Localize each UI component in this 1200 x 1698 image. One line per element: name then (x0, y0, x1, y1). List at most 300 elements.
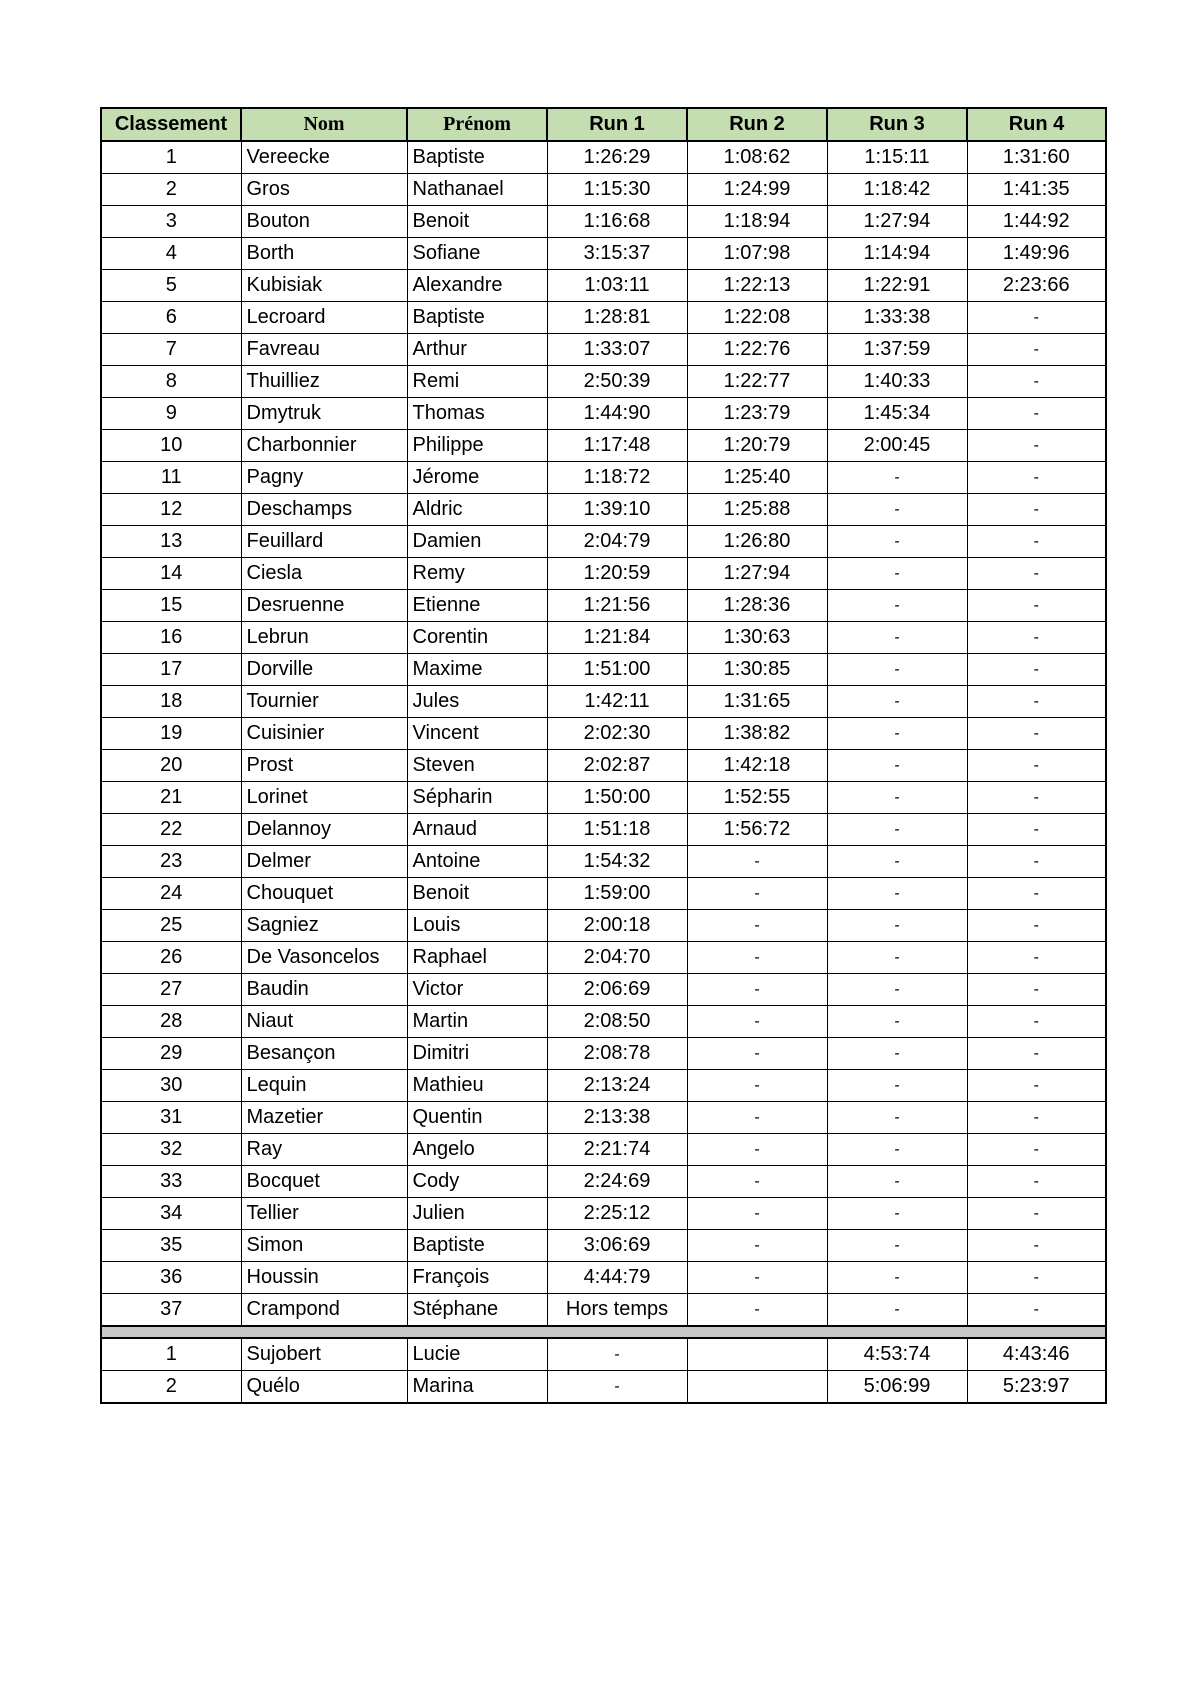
cell-nom: Houssin (241, 1262, 407, 1294)
cell-rank: 11 (101, 462, 241, 494)
table-row (101, 526, 1106, 558)
cell-rank: 37 (101, 1294, 241, 1327)
cell-nom: Besançon (241, 1038, 407, 1070)
cell-run-2: - (687, 1038, 827, 1070)
cell-run-4: - (967, 430, 1106, 462)
cell-prenom: Arthur (407, 334, 547, 366)
header-nom: Nom (241, 108, 407, 141)
cell-nom: Sujobert (241, 1338, 407, 1371)
cell-prenom: Victor (407, 974, 547, 1006)
cell-run-3: - (827, 654, 967, 686)
cell-run-1: 2:04:70 (547, 942, 687, 974)
cell-run-3: - (827, 942, 967, 974)
cell-nom: Chouquet (241, 878, 407, 910)
table-row (101, 206, 1106, 238)
cell-run-1: 2:50:39 (547, 366, 687, 398)
cell-run-1: 4:44:79 (547, 1262, 687, 1294)
cell-run-1: 1:15:30 (547, 174, 687, 206)
cell-run-4: 1:41:35 (967, 174, 1106, 206)
cell-run-2: 1:24:99 (687, 174, 827, 206)
cell-run-4: - (967, 366, 1106, 398)
cell-run-3: - (827, 1198, 967, 1230)
cell-run-3: - (827, 750, 967, 782)
cell-rank: 29 (101, 1038, 241, 1070)
cell-nom: Tournier (241, 686, 407, 718)
cell-run-3: - (827, 1070, 967, 1102)
cell-run-2: 1:25:40 (687, 462, 827, 494)
cell-run-2: 1:20:79 (687, 430, 827, 462)
cell-prenom: Vincent (407, 718, 547, 750)
cell-run-2: 1:22:08 (687, 302, 827, 334)
cell-run-2: - (687, 1166, 827, 1198)
table-row (101, 238, 1106, 270)
cell-run-4: 4:43:46 (967, 1338, 1106, 1371)
cell-run-1: 1:59:00 (547, 878, 687, 910)
cell-prenom: Quentin (407, 1102, 547, 1134)
cell-prenom: Steven (407, 750, 547, 782)
cell-nom: Gros (241, 174, 407, 206)
cell-prenom: Aldric (407, 494, 547, 526)
cell-run-3: - (827, 974, 967, 1006)
cell-prenom: Nathanael (407, 174, 547, 206)
women-results (101, 1338, 1106, 1403)
cell-run-2: 1:08:62 (687, 141, 827, 174)
cell-rank: 28 (101, 1006, 241, 1038)
cell-run-3: - (827, 1102, 967, 1134)
cell-run-4: - (967, 942, 1106, 974)
cell-run-2: 1:42:18 (687, 750, 827, 782)
cell-rank: 16 (101, 622, 241, 654)
cell-run-3: - (827, 686, 967, 718)
cell-rank: 13 (101, 526, 241, 558)
cell-run-1: 1:50:00 (547, 782, 687, 814)
cell-run-1: 2:13:24 (547, 1070, 687, 1102)
table-row (101, 1294, 1106, 1327)
cell-prenom: Baptiste (407, 1230, 547, 1262)
separator-section (101, 1326, 1106, 1338)
cell-nom: Pagny (241, 462, 407, 494)
cell-run-2: 1:31:65 (687, 686, 827, 718)
cell-rank: 33 (101, 1166, 241, 1198)
cell-run-3: - (827, 1262, 967, 1294)
table-row (101, 430, 1106, 462)
cell-nom: Kubisiak (241, 270, 407, 302)
cell-prenom: Antoine (407, 846, 547, 878)
cell-run-3: - (827, 718, 967, 750)
cell-run-1: 2:08:50 (547, 1006, 687, 1038)
cell-run-4: - (967, 1198, 1106, 1230)
cell-run-1: 1:18:72 (547, 462, 687, 494)
cell-prenom: Thomas (407, 398, 547, 430)
cell-nom: Desruenne (241, 590, 407, 622)
cell-run-3: 1:45:34 (827, 398, 967, 430)
cell-run-1: 1:39:10 (547, 494, 687, 526)
cell-run-2: - (687, 942, 827, 974)
cell-run-1: 1:51:00 (547, 654, 687, 686)
cell-nom: Lebrun (241, 622, 407, 654)
cell-run-1: 2:02:87 (547, 750, 687, 782)
table-row (101, 910, 1106, 942)
cell-run-2 (687, 1371, 827, 1404)
header-run-4: Run 4 (967, 108, 1106, 141)
cell-run-4: - (967, 814, 1106, 846)
cell-run-3: - (827, 1038, 967, 1070)
cell-run-4: 5:23:97 (967, 1371, 1106, 1404)
cell-run-1: 2:25:12 (547, 1198, 687, 1230)
cell-rank: 26 (101, 942, 241, 974)
cell-run-4: - (967, 590, 1106, 622)
cell-prenom: Sofiane (407, 238, 547, 270)
cell-rank: 21 (101, 782, 241, 814)
cell-run-3: 1:15:11 (827, 141, 967, 174)
cell-run-1: Hors temps (547, 1294, 687, 1327)
cell-rank: 23 (101, 846, 241, 878)
cell-rank: 30 (101, 1070, 241, 1102)
cell-prenom: Jules (407, 686, 547, 718)
cell-run-3: 1:37:59 (827, 334, 967, 366)
cell-run-2: - (687, 910, 827, 942)
men-results (101, 141, 1106, 1326)
cell-prenom: Arnaud (407, 814, 547, 846)
cell-run-4: - (967, 1070, 1106, 1102)
cell-nom: Quélo (241, 1371, 407, 1404)
table-row (101, 1006, 1106, 1038)
cell-rank: 18 (101, 686, 241, 718)
cell-run-1: 1:51:18 (547, 814, 687, 846)
cell-run-3: - (827, 1166, 967, 1198)
table-row (101, 1230, 1106, 1262)
cell-run-3: 1:18:42 (827, 174, 967, 206)
cell-run-4: - (967, 910, 1106, 942)
cell-prenom: Raphael (407, 942, 547, 974)
cell-run-1: 1:28:81 (547, 302, 687, 334)
cell-nom: Prost (241, 750, 407, 782)
cell-run-2: 1:30:85 (687, 654, 827, 686)
table-row (101, 1198, 1106, 1230)
cell-run-2: 1:22:13 (687, 270, 827, 302)
header-run-3: Run 3 (827, 108, 967, 141)
cell-run-3: - (827, 622, 967, 654)
cell-run-3: - (827, 526, 967, 558)
table-row (101, 782, 1106, 814)
table-row (101, 718, 1106, 750)
table-row (101, 878, 1106, 910)
cell-rank: 8 (101, 366, 241, 398)
cell-run-1: 2:06:69 (547, 974, 687, 1006)
cell-rank: 12 (101, 494, 241, 526)
table-row (101, 654, 1106, 686)
cell-run-2: - (687, 846, 827, 878)
cell-run-1: 1:16:68 (547, 206, 687, 238)
cell-run-4: - (967, 654, 1106, 686)
cell-rank: 19 (101, 718, 241, 750)
table-row (101, 462, 1106, 494)
cell-run-1: 3:06:69 (547, 1230, 687, 1262)
cell-nom: De Vasoncelos (241, 942, 407, 974)
cell-prenom: Remi (407, 366, 547, 398)
header-classement: Classement (101, 108, 241, 141)
cell-rank: 7 (101, 334, 241, 366)
cell-prenom: Dimitri (407, 1038, 547, 1070)
cell-run-3: 1:27:94 (827, 206, 967, 238)
cell-run-2: - (687, 1102, 827, 1134)
cell-rank: 14 (101, 558, 241, 590)
table-row (101, 1166, 1106, 1198)
cell-run-1: 2:21:74 (547, 1134, 687, 1166)
cell-run-3: - (827, 814, 967, 846)
cell-nom: Simon (241, 1230, 407, 1262)
cell-run-4: - (967, 558, 1106, 590)
cell-run-4: - (967, 878, 1106, 910)
table-row (101, 942, 1106, 974)
cell-run-2: 1:27:94 (687, 558, 827, 590)
cell-run-2: 1:23:79 (687, 398, 827, 430)
cell-prenom: Alexandre (407, 270, 547, 302)
cell-run-4: - (967, 1166, 1106, 1198)
cell-run-3: 4:53:74 (827, 1338, 967, 1371)
table-row (101, 750, 1106, 782)
cell-run-3: - (827, 1294, 967, 1327)
cell-run-3: - (827, 846, 967, 878)
cell-run-3: 1:22:91 (827, 270, 967, 302)
cell-run-4: 1:44:92 (967, 206, 1106, 238)
cell-run-4: - (967, 1038, 1106, 1070)
cell-run-2: 1:30:63 (687, 622, 827, 654)
cell-run-1: 1:42:11 (547, 686, 687, 718)
cell-nom: Borth (241, 238, 407, 270)
cell-run-1: 2:13:38 (547, 1102, 687, 1134)
cell-run-4: 2:23:66 (967, 270, 1106, 302)
cell-nom: Dmytruk (241, 398, 407, 430)
cell-run-1: - (547, 1338, 687, 1371)
cell-nom: Cuisinier (241, 718, 407, 750)
cell-run-1: 1:54:32 (547, 846, 687, 878)
cell-run-2 (687, 1338, 827, 1371)
cell-run-1: 1:03:11 (547, 270, 687, 302)
cell-run-3: 1:40:33 (827, 366, 967, 398)
cell-nom: Charbonnier (241, 430, 407, 462)
cell-rank: 10 (101, 430, 241, 462)
table-row (101, 174, 1106, 206)
cell-run-4: - (967, 302, 1106, 334)
cell-run-2: - (687, 1134, 827, 1166)
cell-run-1: 1:44:90 (547, 398, 687, 430)
table-row (101, 141, 1106, 174)
cell-rank: 20 (101, 750, 241, 782)
cell-nom: Ciesla (241, 558, 407, 590)
cell-run-2: 1:26:80 (687, 526, 827, 558)
cell-nom: Tellier (241, 1198, 407, 1230)
cell-rank: 17 (101, 654, 241, 686)
cell-run-3: - (827, 782, 967, 814)
cell-prenom: Jérome (407, 462, 547, 494)
table-row (101, 1262, 1106, 1294)
table-row (101, 974, 1106, 1006)
separator-bar (101, 1326, 1106, 1338)
cell-run-2: 1:38:82 (687, 718, 827, 750)
cell-run-4: - (967, 750, 1106, 782)
cell-run-4: - (967, 1230, 1106, 1262)
cell-run-4: - (967, 334, 1106, 366)
cell-run-1: 1:33:07 (547, 334, 687, 366)
cell-run-3: - (827, 878, 967, 910)
cell-nom: Favreau (241, 334, 407, 366)
cell-run-2: 1:52:55 (687, 782, 827, 814)
cell-run-1: 2:04:79 (547, 526, 687, 558)
cell-rank: 2 (101, 1371, 241, 1404)
cell-run-2: - (687, 1070, 827, 1102)
cell-run-1: 2:24:69 (547, 1166, 687, 1198)
cell-run-4: - (967, 718, 1106, 750)
table-row (101, 366, 1106, 398)
cell-run-1: 2:02:30 (547, 718, 687, 750)
cell-prenom: Sépharin (407, 782, 547, 814)
cell-run-4: - (967, 1294, 1106, 1327)
cell-run-4: - (967, 494, 1106, 526)
cell-rank: 1 (101, 141, 241, 174)
cell-run-4: - (967, 1262, 1106, 1294)
cell-nom: Bouton (241, 206, 407, 238)
cell-prenom: Baptiste (407, 302, 547, 334)
cell-run-4: - (967, 622, 1106, 654)
cell-run-2: 1:07:98 (687, 238, 827, 270)
cell-run-4: - (967, 526, 1106, 558)
table-row (101, 686, 1106, 718)
cell-run-3: - (827, 590, 967, 622)
cell-prenom: François (407, 1262, 547, 1294)
results-table (100, 107, 1107, 1404)
cell-run-2: - (687, 1294, 827, 1327)
table-row (101, 590, 1106, 622)
cell-run-2: 1:22:76 (687, 334, 827, 366)
cell-run-3: - (827, 1006, 967, 1038)
cell-run-4: - (967, 1134, 1106, 1166)
table-row (101, 814, 1106, 846)
cell-prenom: Benoit (407, 878, 547, 910)
table-row (101, 558, 1106, 590)
table-row (101, 1134, 1106, 1166)
cell-run-3: 2:00:45 (827, 430, 967, 462)
cell-nom: Mazetier (241, 1102, 407, 1134)
cell-run-1: 1:21:84 (547, 622, 687, 654)
cell-nom: Niaut (241, 1006, 407, 1038)
cell-nom: Ray (241, 1134, 407, 1166)
table-row (101, 398, 1106, 430)
cell-prenom: Louis (407, 910, 547, 942)
cell-prenom: Philippe (407, 430, 547, 462)
cell-nom: Lecroard (241, 302, 407, 334)
section-separator (101, 1326, 1106, 1338)
cell-run-2: - (687, 1262, 827, 1294)
table-row (101, 622, 1106, 654)
cell-prenom: Remy (407, 558, 547, 590)
table-row (101, 494, 1106, 526)
cell-run-3: - (827, 1134, 967, 1166)
cell-nom: Sagniez (241, 910, 407, 942)
cell-run-2: 1:18:94 (687, 206, 827, 238)
cell-run-4: - (967, 462, 1106, 494)
cell-run-3: 5:06:99 (827, 1371, 967, 1404)
cell-run-3: - (827, 910, 967, 942)
table-row (101, 334, 1106, 366)
cell-rank: 34 (101, 1198, 241, 1230)
cell-run-3: - (827, 494, 967, 526)
cell-run-1: 2:00:18 (547, 910, 687, 942)
cell-nom: Baudin (241, 974, 407, 1006)
cell-run-1: 3:15:37 (547, 238, 687, 270)
cell-run-2: - (687, 878, 827, 910)
table-header (101, 108, 1106, 141)
cell-prenom: Mathieu (407, 1070, 547, 1102)
cell-run-3: - (827, 558, 967, 590)
cell-prenom: Corentin (407, 622, 547, 654)
cell-nom: Crampond (241, 1294, 407, 1327)
cell-run-4: - (967, 686, 1106, 718)
cell-run-3: 1:14:94 (827, 238, 967, 270)
cell-prenom: Maxime (407, 654, 547, 686)
cell-run-3: - (827, 462, 967, 494)
cell-run-4: 1:49:96 (967, 238, 1106, 270)
cell-rank: 2 (101, 174, 241, 206)
table-row (101, 1070, 1106, 1102)
table-row (101, 1102, 1106, 1134)
header-row (101, 108, 1106, 141)
cell-nom: Dorville (241, 654, 407, 686)
cell-nom: Bocquet (241, 1166, 407, 1198)
cell-run-4: - (967, 398, 1106, 430)
cell-rank: 25 (101, 910, 241, 942)
cell-run-4: 1:31:60 (967, 141, 1106, 174)
table-row (101, 846, 1106, 878)
cell-run-1: 1:21:56 (547, 590, 687, 622)
cell-prenom: Damien (407, 526, 547, 558)
cell-prenom: Etienne (407, 590, 547, 622)
cell-rank: 22 (101, 814, 241, 846)
cell-rank: 9 (101, 398, 241, 430)
cell-run-2: 1:56:72 (687, 814, 827, 846)
cell-rank: 35 (101, 1230, 241, 1262)
cell-nom: Delmer (241, 846, 407, 878)
cell-nom: Thuilliez (241, 366, 407, 398)
cell-rank: 5 (101, 270, 241, 302)
cell-run-1: 2:08:78 (547, 1038, 687, 1070)
table-row (101, 1338, 1106, 1371)
cell-run-2: 1:25:88 (687, 494, 827, 526)
cell-prenom: Marina (407, 1371, 547, 1404)
cell-rank: 27 (101, 974, 241, 1006)
cell-nom: Feuillard (241, 526, 407, 558)
cell-prenom: Cody (407, 1166, 547, 1198)
cell-prenom: Lucie (407, 1338, 547, 1371)
cell-run-1: - (547, 1371, 687, 1404)
table-row (101, 1038, 1106, 1070)
cell-rank: 6 (101, 302, 241, 334)
cell-prenom: Julien (407, 1198, 547, 1230)
cell-rank: 3 (101, 206, 241, 238)
cell-run-2: - (687, 1198, 827, 1230)
cell-run-3: 1:33:38 (827, 302, 967, 334)
cell-nom: Lorinet (241, 782, 407, 814)
cell-run-4: - (967, 846, 1106, 878)
cell-nom: Deschamps (241, 494, 407, 526)
cell-prenom: Baptiste (407, 141, 547, 174)
cell-run-2: 1:28:36 (687, 590, 827, 622)
cell-rank: 24 (101, 878, 241, 910)
cell-run-2: - (687, 1006, 827, 1038)
table-row (101, 1371, 1106, 1404)
cell-run-2: 1:22:77 (687, 366, 827, 398)
cell-run-1: 1:20:59 (547, 558, 687, 590)
